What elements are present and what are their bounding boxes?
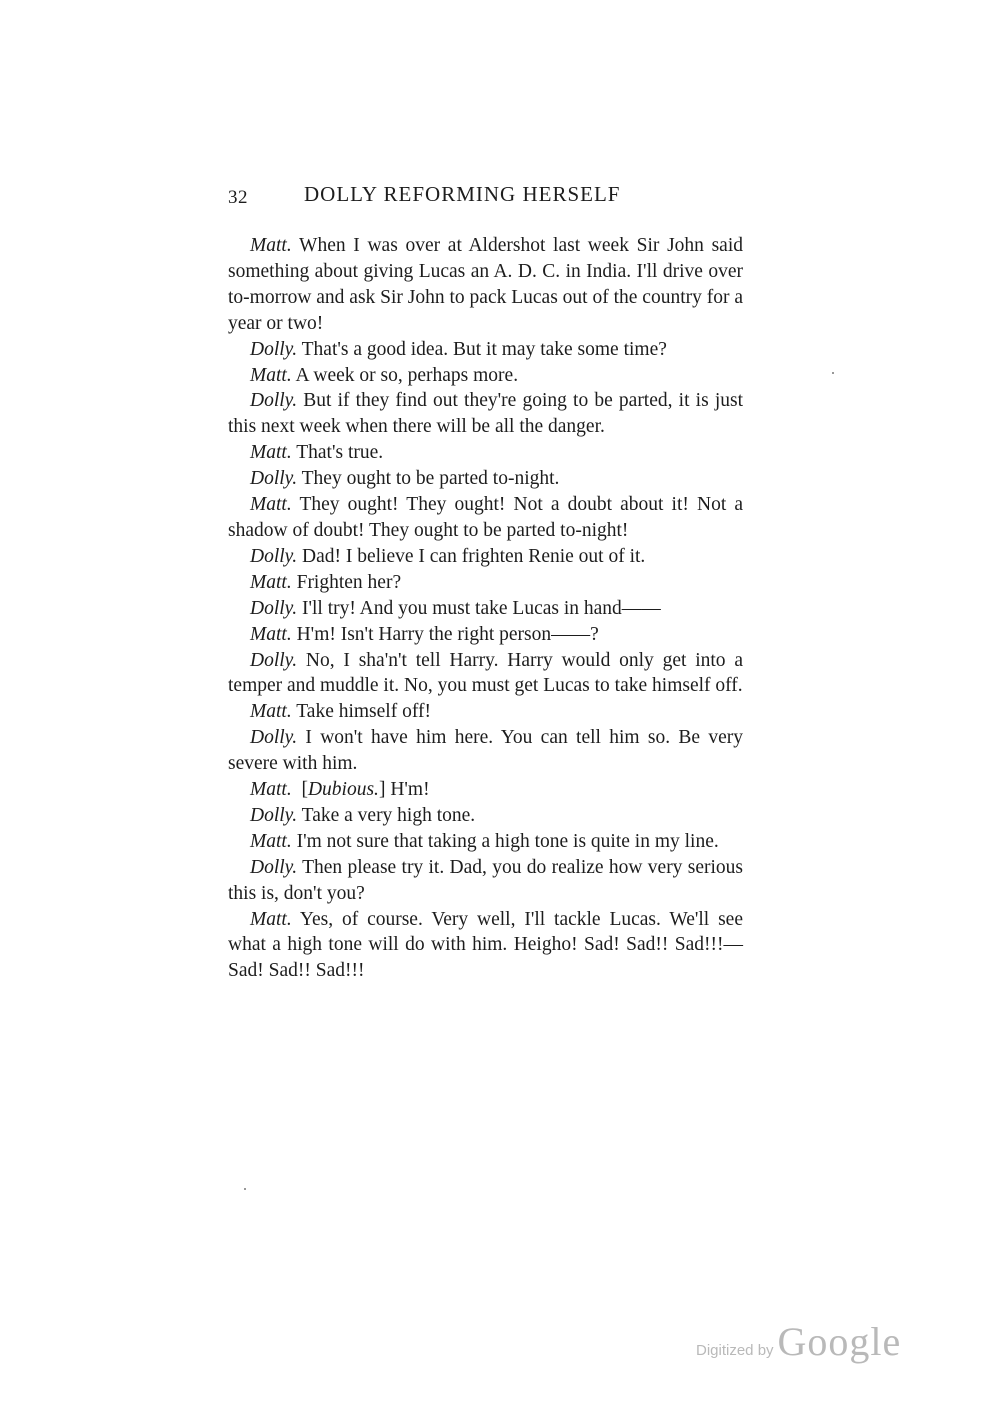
watermark-prefix: Digitized by [696, 1342, 774, 1359]
dialogue-line [228, 829, 743, 855]
dialogue-line [228, 363, 743, 389]
page-number: 32 [228, 187, 248, 208]
dialogue-line [228, 492, 743, 544]
dialogue-line [228, 337, 743, 363]
speaker-name: Dolly. [250, 804, 298, 826]
dialogue-text: I'm not sure that taking a high tone is quite in my line. [291, 830, 719, 852]
speaker-name: Dolly. [250, 856, 298, 878]
dialogue-text: H'm! Isn't Harry the right person——? [291, 623, 599, 645]
running-header [228, 182, 748, 212]
dialogue-text: Yes, of course. Very well, I'll tackle Lucas. We'll see what a high tone will do with him. Heigho! Sad! Sad!! Sad!!!—Sad! Sad!! Sad!!! [228, 908, 743, 982]
dialogue-text: No, I sha'n't tell Harry. Harry would only get into a temper and muddle it. No, you must get Lucas to take himself off. [228, 649, 743, 697]
speaker-name: Dolly. [250, 338, 298, 360]
speaker-name: Matt. [250, 442, 292, 464]
dialogue-line [228, 440, 743, 466]
dialogue-line [228, 466, 743, 492]
dialogue-line [228, 725, 743, 777]
dialogue-line [228, 907, 743, 985]
stray-mark [244, 1188, 246, 1190]
running-title: DOLLY REFORMING HERSELF [304, 182, 621, 206]
speaker-name: Matt. [250, 623, 292, 645]
dialogue-text: Take a very high tone. [297, 804, 476, 826]
speaker-name: Matt. [250, 364, 292, 386]
dialogue-text: I'll try! And you must take Lucas in hand—— [297, 597, 661, 619]
dialogue-text: Frighten her? [291, 571, 402, 593]
play-dialogue [228, 233, 743, 984]
dialogue-line [228, 388, 743, 440]
dialogue-line [228, 699, 743, 725]
dialogue-line [228, 233, 743, 337]
dialogue-line [228, 803, 743, 829]
speaker-name: Matt. [250, 571, 292, 593]
speaker-name: Matt. [250, 779, 292, 801]
dialogue-line [228, 855, 743, 907]
stage-direction: Dubious. [307, 779, 379, 801]
dialogue-line [228, 570, 743, 596]
dialogue-text: H'm! [385, 779, 430, 801]
dialogue-line [228, 596, 743, 622]
dialogue-text: But if they find out they're going to be parted, it is just this next week when there will be all the danger. [228, 390, 743, 438]
speaker-name: Dolly. [250, 649, 298, 671]
speaker-name: Matt. [250, 494, 292, 516]
dialogue-text: Dad! I believe I can frighten Renie out of it. [297, 545, 646, 567]
speaker-name: Dolly. [250, 727, 298, 749]
dialogue-text: I won't have him here. You can tell him so. Be very severe with him. [228, 727, 743, 775]
dialogue-text: That's a good idea. But it may take some time? [297, 338, 667, 360]
speaker-name: Dolly. [250, 390, 298, 412]
speaker-name: Matt. [250, 701, 292, 723]
digitized-by-google-watermark [696, 1318, 926, 1368]
dialogue-text: That's true. [291, 442, 384, 464]
speaker-name: Matt. [250, 830, 292, 852]
speaker-name: Matt. [250, 908, 292, 930]
dialogue-text: They ought! They ought! Not a doubt about it! Not a shadow of doubt! They ought to be parted to-night! [228, 494, 743, 541]
speaker-name: Dolly. [250, 597, 298, 619]
dialogue-line [228, 648, 743, 700]
dialogue-text: A week or so, perhaps more. [291, 364, 519, 386]
dialogue-text: When I was over at Aldershot last week Sir John said something about giving Lucas an A. D. C. in India. I'll drive over to-morrow and ask Sir John to pack Lucas out of the country for a year or two! [228, 235, 743, 334]
stray-mark [832, 372, 834, 374]
speaker-name: Matt. [250, 235, 292, 256]
dialogue-line [228, 544, 743, 570]
speaker-name: Dolly. [250, 468, 298, 490]
dialogue-text: They ought to be parted to-night. [297, 468, 560, 490]
dialogue-line [228, 622, 743, 648]
google-logo: Google [777, 1319, 902, 1364]
dialogue-line: Matt. [Dubious.] H'm! [250, 779, 430, 801]
dialogue-text: Then please try it. Dad, you do realize how very serious this is, don't you? [228, 856, 743, 904]
dialogue-text: Take himself off! [291, 701, 431, 723]
speaker-name: Dolly. [250, 545, 298, 567]
